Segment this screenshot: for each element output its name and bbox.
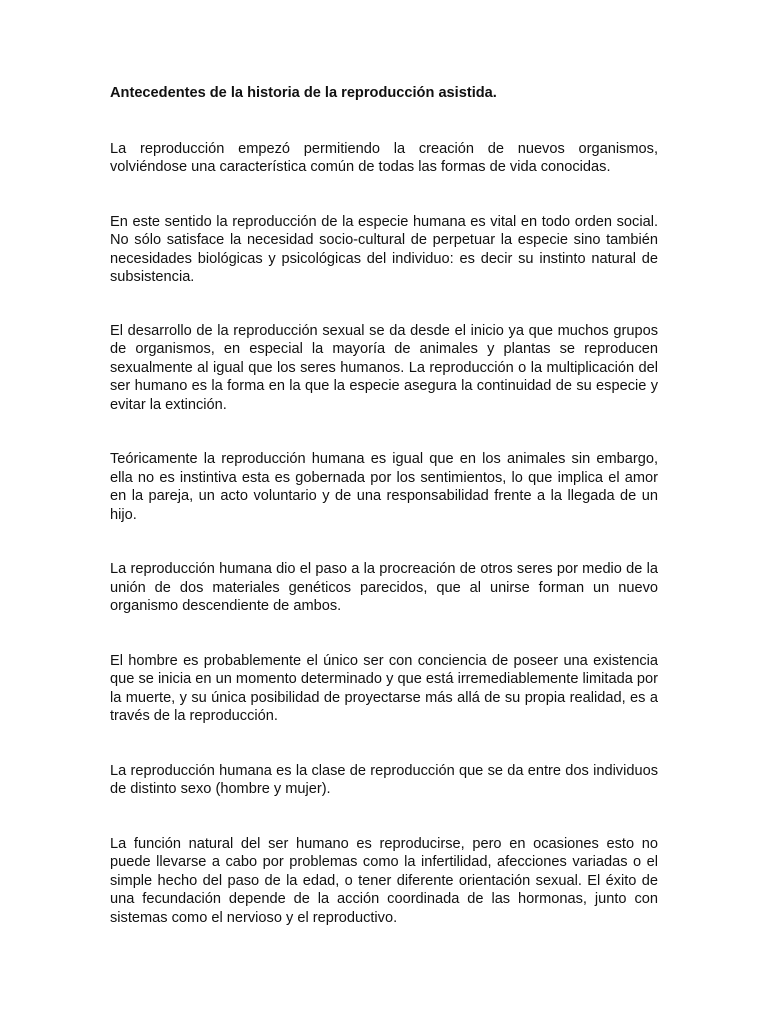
paragraph-6: El hombre es probablemente el único ser con conciencia de poseer una existencia que se inicia en un momento determinado y que está irremediablemente limitada por la muerte, y su única posibilidad de proyectarse más allá de su propia realidad, es a través de la reproducción. bbox=[110, 652, 658, 724]
paragraph-7: La reproducción humana es la clase de reproducción que se da entre dos individuos de distinto sexo (hombre y mujer). bbox=[110, 762, 658, 797]
paragraph-3: El desarrollo de la reproducción sexual se da desde el inicio ya que muchos grupos de organismos, en especial la mayoría de animales y plantas se reproducen sexualmente al igual que los seres humanos. La reproducción o la multiplicación del ser humano es la forma en la que la especie asegura la continuidad de su especie y evitar la extinción. bbox=[110, 322, 658, 413]
document-body bbox=[110, 84, 658, 927]
paragraph-1: La reproducción empezó permitiendo la creación de nuevos organismos, volviéndose una característica común de todas las formas de vida conocidas. bbox=[110, 140, 658, 175]
paragraph-5: La reproducción humana dio el paso a la procreación de otros seres por medio de la unión de dos materiales genéticos parecidos, que al unirse forman un nuevo organismo descendiente de ambos. bbox=[110, 561, 658, 614]
paragraph-8: La función natural del ser humano es reproducirse, pero en ocasiones esto no puede llevarse a cabo por problemas como la infertilidad, afecciones variadas o el simple hecho del paso de la edad, o tener diferente orientación sexual. El éxito de una fecundación depende de la acción coordinada de las hormonas, junto con sistemas como el nervioso y el reproductivo. bbox=[110, 835, 658, 926]
paragraph-2: En este sentido la reproducción de la especie humana es vital en todo orden social. No sólo satisface la necesidad socio-cultural de perpetuar la especie sino también necesidades biológicas y psicológicas del individuo: es decir su instinto natural de subsistencia. bbox=[110, 213, 658, 285]
paragraph-4: Teóricamente la reproducción humana es igual que en los animales sin embargo, ella no es instintiva esta es gobernada por los sentimientos, lo que implica el amor en la pareja, un acto voluntario y de una responsabilidad frente a la llegada de un hijo. bbox=[110, 451, 658, 523]
document-title: Antecedentes de la historia de la reproducción asistida. bbox=[110, 85, 497, 101]
